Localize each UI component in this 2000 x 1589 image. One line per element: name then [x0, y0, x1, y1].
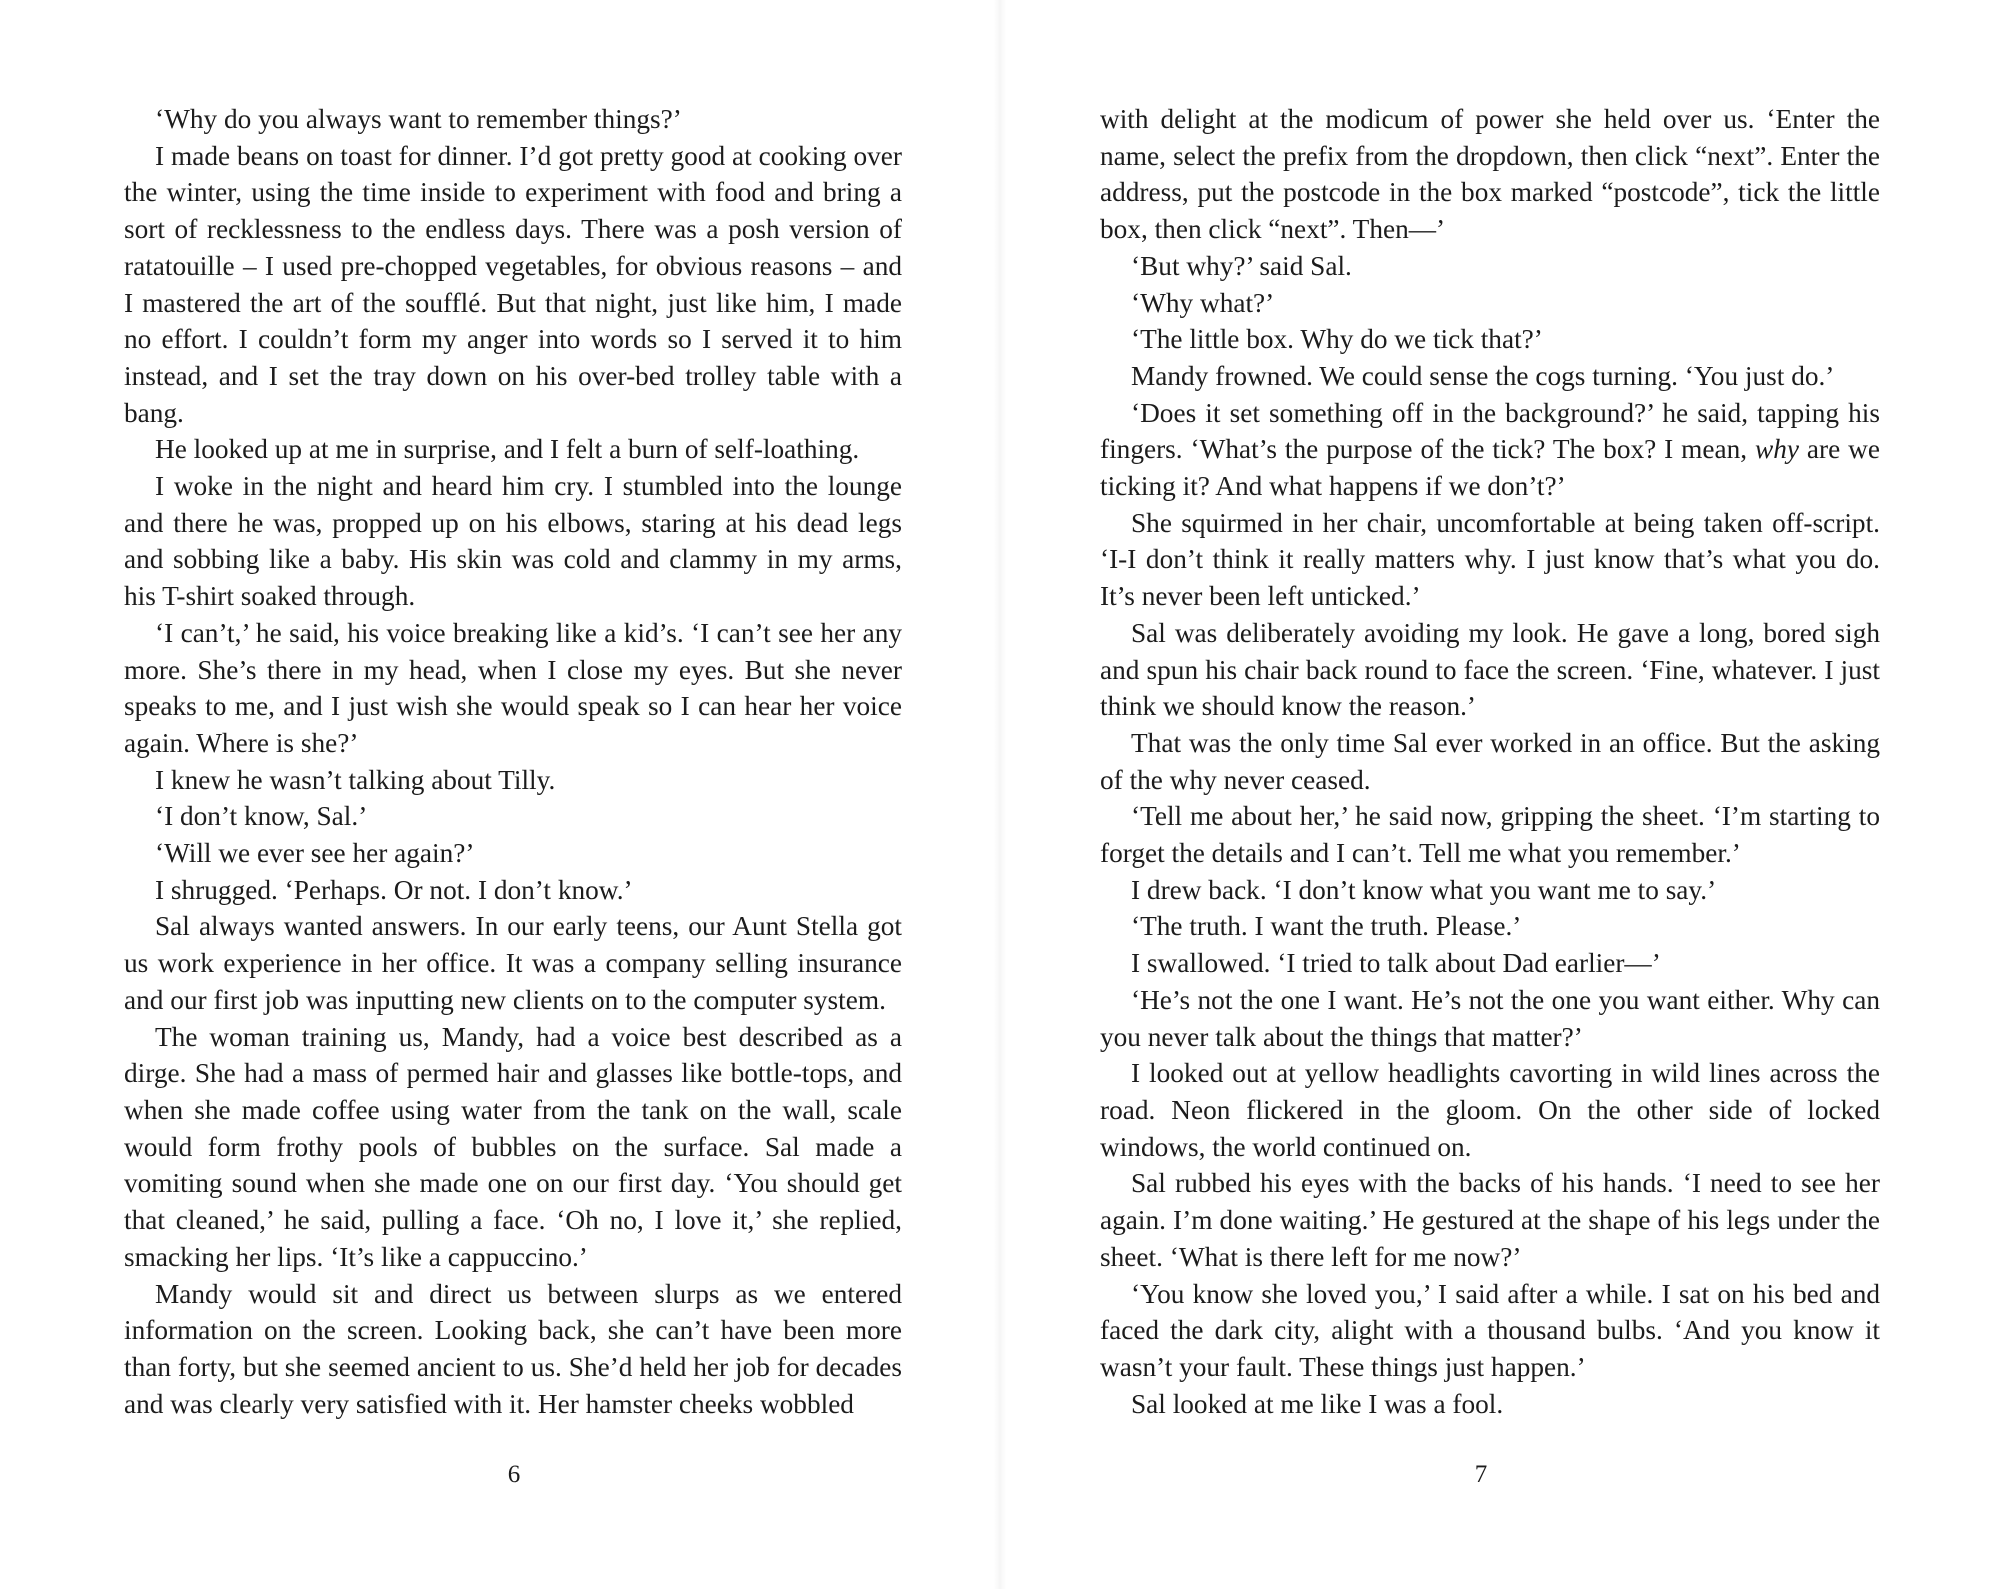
text-run: are we ticking it? And what happens if we don’t?’ — [1100, 434, 1880, 502]
paragraph: I shrugged. ‘Perhaps. Or not. I don’t know.’ — [155, 874, 633, 905]
paragraph: ‘Tell me about her,’ he said now, gripping the sheet. ‘I’m starting to forget the details and I can’t. Tell me what you remember.’ — [1100, 801, 1880, 869]
paragraph: She squirmed in her chair, uncomfortable at being taken off-script. ‘I-I don’t think it really matters why. I just know that’s what you do. It’s never been left unticked.’ — [1100, 507, 1880, 612]
paragraph: Mandy would sit and direct us between slurps as we entered information on the screen. Looking back, she can’t have been more than forty, but she seemed ancient to us. She’d held her job for decades and was clearly very satisfied with it. Her hamster cheeks wobbled — [124, 1278, 902, 1419]
paragraph: Sal looked at me like I was a fool. — [1131, 1388, 1504, 1419]
paragraph: ‘He’s not the one I want. He’s not the one you want either. Why can you never talk about the things that matter?’ — [1100, 984, 1880, 1052]
paragraph: That was the only time Sal ever worked in an office. But the asking of the why never ceased. — [1100, 727, 1880, 795]
text-run: ‘Does it set something off in the background?’ he said, tapping his fingers. ‘What’s the purpose of the tick? The box? I mean, — [1100, 397, 1880, 465]
paragraph: I looked out at yellow headlights cavorting in wild lines across the road. Neon flickered in the gloom. On the other side of locked windows, the world continued on. — [1100, 1058, 1880, 1162]
paragraph: Sal always wanted answers. In our early teens, our Aunt Stella got us work experience in her office. It was a company selling insurance and our first job was inputting new clients on to the computer system. — [124, 911, 902, 1015]
right-page — [1000, 0, 2000, 1589]
right-page-text — [1100, 101, 1880, 1422]
paragraph: The woman training us, Mandy, had a voice best described as a dirge. She had a mass of permed hair and glasses like bottle-tops, and when she made coffee using water from the tank on the wall, scale would form frothy pools of bubbles on the surface. Sal made a vomiting sound when she made one on our first day. ‘You should get that cleaned,’ he said, pulling a face. ‘Oh no, I love it,’ she replied, smacking her lips. ‘It’s like a cappuccino.’ — [124, 1021, 902, 1272]
paragraph-with-italic — [1100, 395, 1880, 505]
paragraph: ‘The truth. I want the truth. Please.’ — [1131, 911, 1522, 942]
paragraph: Mandy frowned. We could sense the cogs turning. ‘You just do.’ — [1131, 360, 1835, 391]
paragraph-continued: with delight at the modicum of power she held over us. ‘Enter the name, select the prefix from the dropdown, then click “next”. Enter the address, put the postcode in the box marked “postcode”, tick the little box, then click “next”. Then—’ — [1100, 104, 1880, 245]
paragraph: ‘I can’t,’ he said, his voice breaking like a kid’s. ‘I can’t see her any more. She’s there in my head, when I close my eyes. But she never speaks to me, and I just wish she would speak so I can hear her voice again. Where is she?’ — [124, 617, 902, 758]
paragraph: I knew he wasn’t talking about Tilly. — [155, 764, 556, 795]
paragraph: ‘Why what?’ — [1131, 287, 1275, 318]
paragraph: ‘Will we ever see her again?’ — [155, 838, 475, 869]
paragraph: ‘I don’t know, Sal.’ — [155, 801, 368, 832]
paragraph: Sal was deliberately avoiding my look. He gave a long, bored sigh and spun his chair back round to face the screen. ‘Fine, whatever. I just think we should know the reason.’ — [1100, 617, 1880, 722]
paragraph: ‘You know she loved you,’ I said after a while. I sat on his bed and faced the dark city, alight with a thousand bulbs. ‘And you know it wasn’t your fault. These things just happen.’ — [1100, 1278, 1880, 1382]
paragraph: Sal rubbed his eyes with the backs of his hands. ‘I need to see her again. I’m done waiting.’ He gestured at the shape of his legs under the sheet. ‘What is there left for me now?’ — [1100, 1168, 1880, 1272]
paragraph: ‘The little box. Why do we tick that?’ — [1131, 324, 1543, 355]
paragraph: ‘Why do you always want to remember things?’ — [155, 104, 682, 134]
paragraph: I swallowed. ‘I tried to talk about Dad earlier—’ — [1131, 948, 1661, 979]
italic-emphasis: why — [1755, 434, 1799, 465]
paragraph: He looked up at me in surprise, and I felt a burn of self-loathing. — [155, 434, 860, 465]
page-number: 7 — [1474, 1461, 1488, 1488]
paragraph: I woke in the night and heard him cry. I stumbled into the lounge and there he was, propped up on his elbows, staring at his dead legs and sobbing like a baby. His skin was cold and clammy in my arms, his T-shirt soaked through. — [124, 471, 902, 612]
paragraph: I made beans on toast for dinner. I’d got pretty good at cooking over the winter, using the time inside to experiment with food and bring a sort of recklessness to the endless days. There was a posh version of ratatouille – I used pre-chopped vegetables, for obvious reasons – and I mastered the art of the soufflé. But that night, just like him, I made no effort. I couldn’t form my anger into words so I served it to him instead, and I set the tray down on his over-bed trolley table with a bang. — [124, 140, 902, 428]
page-number: 6 — [507, 1461, 521, 1488]
paragraph: ‘But why?’ said Sal. — [1131, 250, 1352, 281]
left-page-text — [124, 101, 902, 1422]
paragraph: I drew back. ‘I don’t know what you want me to say.’ — [1131, 874, 1717, 905]
